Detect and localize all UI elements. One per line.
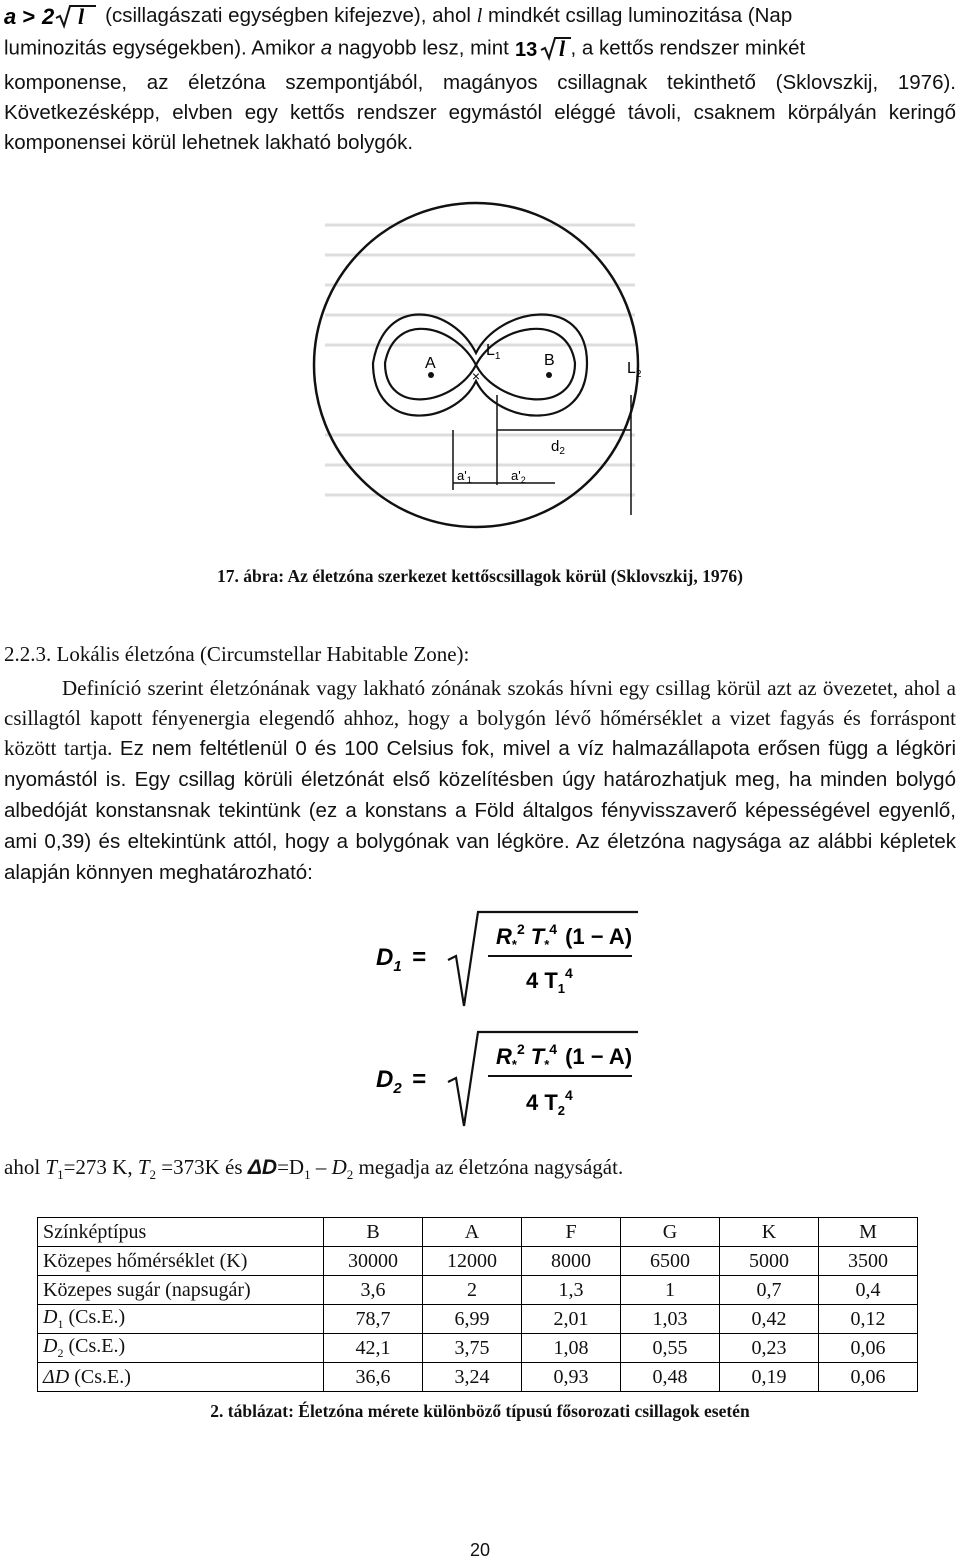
t1-value: =273 K, — [63, 1155, 133, 1179]
t2-value: =373K és — [161, 1155, 243, 1179]
l1-label: $L_1$ — [486, 342, 501, 362]
intro-paragraph-rest: komponense, az életzóna szempontjából, magányos csillagnak tekinthető (Sklovszkij, 1976). Következésképp, elvben egy kettős rendszer egymástól eléggé távoli, csaknem körpályán keringő komponensei körül lehetnek lakható bolygók. — [4, 71, 956, 154]
eq-d: =D — [277, 1155, 305, 1179]
a2-label: $a'_2$ — [511, 468, 526, 485]
row-label-var: ΔD — [43, 1365, 70, 1388]
formula-d2-numerator: $R_*^2$ $T_*^4$ (1 − A) — [496, 1041, 633, 1072]
formula-image — [4, 4, 100, 30]
row-label-sub: 1 — [57, 1317, 64, 1331]
table-cell: 1 — [621, 1276, 720, 1305]
t2-sub: 2 — [149, 1167, 157, 1183]
intro-line-2 — [4, 36, 956, 62]
table-cell: 0,4 — [819, 1276, 918, 1305]
table-row — [38, 1363, 918, 1392]
definition-sans-text: Ez nem feltétlenül 0 és 100 Celsius fok, mivel a víz halmazállapota erősen függ a légköri nyomástól is. Egy csillag körüli életzónát első közelítésben úgy határozhatjuk meg, ha minden bolygó albedóját konstansnak tekintünk (ez a konstans a Föld általgos fényvisszaverő képességével egyenlő, ami 0,39) és eltekintünk attól, hogy a bolygónak van légköre. Az életzóna nagysága az alábbi képletek alapján könnyen meghatározható: — [4, 737, 956, 884]
t1-sub: 1 — [57, 1167, 64, 1183]
table-header-cell: F — [522, 1218, 621, 1247]
intro-line-2-tail: , a kettős rendszer minkét — [570, 36, 806, 60]
formula-13-sqrt-l — [515, 36, 571, 62]
page-number: 20 — [469, 1540, 491, 1560]
l2-label: $L_2$ — [627, 360, 642, 380]
section-heading — [4, 642, 469, 667]
svg-text:2: 2 — [42, 4, 55, 30]
svg-text:a: a — [4, 4, 17, 30]
table-cell: 0,23 — [720, 1334, 819, 1363]
var-t2: T — [137, 1155, 150, 1179]
row-label: Közepes sugár (napsugár) — [38, 1276, 324, 1305]
table-cell: 0,42 — [720, 1305, 819, 1334]
section-title: Lokális életzóna (Circumstellar Habitable Zone): — [56, 642, 470, 666]
var-l: l — [476, 5, 483, 27]
formula-d1-lhs: $D_1$ = — [376, 944, 426, 975]
var-t1: T — [45, 1155, 58, 1179]
table-cell: 0,06 — [819, 1334, 918, 1363]
table-cell: 8000 — [522, 1247, 621, 1276]
table-cell: 6,99 — [423, 1305, 522, 1334]
row-label-rest: (Cs.E.) — [63, 1335, 126, 1357]
row-label: Közepes hőmérséklet (K) — [38, 1247, 324, 1276]
table-header-cell: A — [423, 1218, 522, 1247]
table-cell: 3,24 — [423, 1363, 522, 1392]
table-cell: 0,93 — [522, 1363, 621, 1392]
var-a: a — [320, 36, 333, 60]
intro-line-2-left — [4, 36, 805, 62]
row-label — [38, 1363, 324, 1392]
binary-habitable-zone-figure — [305, 185, 655, 565]
star-a-dot — [428, 372, 434, 378]
svg-text:13: 13 — [514, 39, 537, 61]
star-b-dot — [546, 372, 552, 378]
row-label-var: D — [43, 1335, 58, 1357]
delta-d: ΔD — [247, 1156, 278, 1179]
row-label-var: D — [43, 1306, 58, 1328]
intro-line-1-tail: mindkét csillag luminozitása (Nap — [488, 4, 793, 27]
table-cell: 0,7 — [720, 1276, 819, 1305]
ahol-line — [4, 1155, 623, 1183]
intro-line-1 — [4, 4, 792, 30]
formula-d2-lhs: $D_2$ = — [376, 1066, 426, 1097]
table-cell: 6500 — [621, 1247, 720, 1276]
intro-line-2-mid: nagyobb lesz, mint — [337, 36, 509, 60]
table-header-cell: B — [324, 1218, 423, 1247]
formula-d2 — [370, 1030, 650, 1130]
outer-figure-eight — [373, 314, 587, 415]
intro-line-1-text: (csillagászati egységben kifejezve), ahol — [105, 4, 471, 27]
formula-d1-numerator: $R_*^2$ $T_*^4$ (1 − A) — [496, 921, 633, 952]
formula-d1-denominator: 4 $T_1^4$ — [526, 965, 573, 996]
formula-d2-denominator: 4 $T_2^4$ — [526, 1087, 573, 1118]
row-label — [38, 1334, 324, 1363]
star-type-table — [37, 1217, 918, 1392]
table-cell: 0,55 — [621, 1334, 720, 1363]
table-header-row — [38, 1218, 918, 1247]
definition-paragraph — [4, 673, 956, 888]
row-label — [38, 1305, 324, 1334]
table-cell: 1,3 — [522, 1276, 621, 1305]
table-cell: 36,6 — [324, 1363, 423, 1392]
table-header-cell: K — [720, 1218, 819, 1247]
table-cell: 2 — [423, 1276, 522, 1305]
table-cell: 0,19 — [720, 1363, 819, 1392]
table-caption: 2. táblázat: Életzóna mérete különböző típusú fősorozati csillagok esetén — [210, 1401, 750, 1421]
intro-line-2-pre: luminozitás egységekben). Amikor — [4, 36, 316, 60]
table-header-cell: Színképtípus — [38, 1218, 324, 1247]
table-cell: 0,06 — [819, 1363, 918, 1392]
table-cell: 12000 — [423, 1247, 522, 1276]
table-cell: 1,08 — [522, 1334, 621, 1363]
table-cell: 1,03 — [621, 1305, 720, 1334]
table-cell: 3,6 — [324, 1276, 423, 1305]
table-cell: 3500 — [819, 1247, 918, 1276]
table-header-cell: G — [621, 1218, 720, 1247]
svg-text:l: l — [78, 4, 85, 30]
table-cell: 78,7 — [324, 1305, 423, 1334]
ahol-tail: megadja az életzóna nagyságát. — [358, 1155, 624, 1179]
table-header-cell: M — [819, 1218, 918, 1247]
figure-caption: 17. ábra: Az életzóna szerkezet kettőscsillagok körül (Sklovszkij, 1976) — [217, 566, 743, 586]
star-b-label: B — [544, 352, 555, 369]
ahol-pre: ahol — [4, 1155, 41, 1179]
table-cell: 30000 — [324, 1247, 423, 1276]
table-row — [38, 1276, 918, 1305]
d2-sub: 2 — [346, 1167, 354, 1183]
d2-label: $d_2$ — [551, 438, 565, 457]
formula-d1 — [370, 910, 650, 1010]
table-row — [38, 1334, 918, 1363]
star-a-label: A — [425, 355, 436, 372]
var-d2: D — [331, 1155, 347, 1179]
table-cell: 0,48 — [621, 1363, 720, 1392]
table-cell: 3,75 — [423, 1334, 522, 1363]
minus: – — [315, 1155, 327, 1179]
inline-formula-a-gt-2-sqrt-l — [4, 4, 105, 30]
definition-serif-text: Definíció szerint életzónának vagy lakható zónának szokás hívni egy csillag körül azt az övezetet, ahol a csillagtól kapott fényenergia elegendő ahhoz, hogy a bolygón lévő hőmérséklet a vizet fagyás és forráspont között tartja. — [4, 676, 956, 760]
svg-text:>: > — [22, 4, 35, 30]
section-number: 2.2.3. — [4, 642, 52, 666]
table-cell: 2,01 — [522, 1305, 621, 1334]
table-row — [38, 1305, 918, 1334]
table-cell: 5000 — [720, 1247, 819, 1276]
table-cell: 42,1 — [324, 1334, 423, 1363]
svg-text:l: l — [558, 36, 565, 61]
row-label-rest: (Cs.E.) — [69, 1365, 131, 1388]
center-mark: × — [471, 368, 481, 384]
d1-sub: 1 — [304, 1167, 311, 1183]
table-row — [38, 1247, 918, 1276]
row-label-sub: 2 — [57, 1346, 64, 1360]
row-label-rest: (Cs.E.) — [63, 1306, 126, 1328]
a1-label: $a'_1$ — [457, 468, 472, 485]
table-cell: 0,12 — [819, 1305, 918, 1334]
